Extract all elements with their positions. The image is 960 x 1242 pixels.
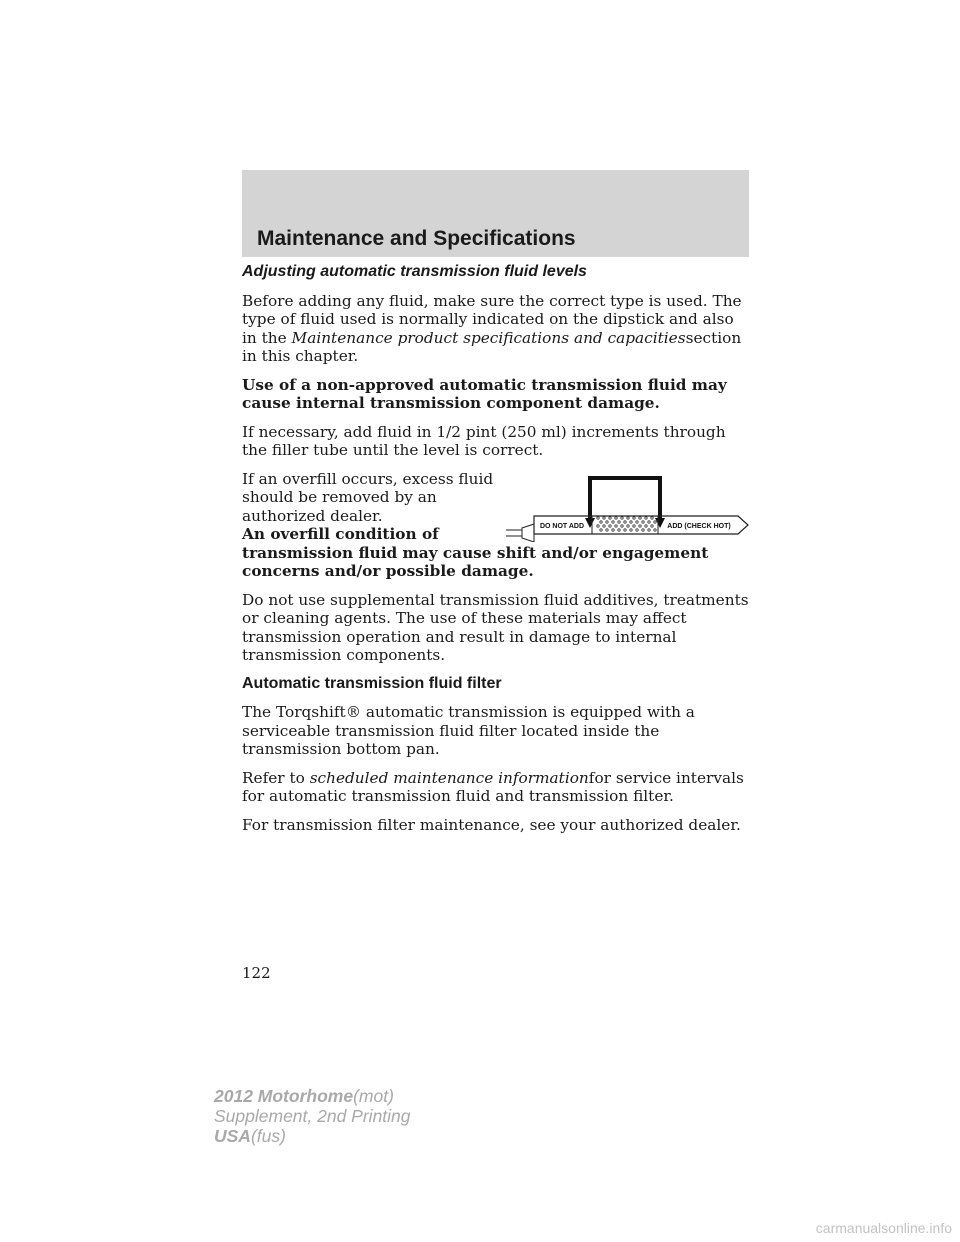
dipstick-dot bbox=[654, 528, 656, 530]
dipstick-dot bbox=[651, 516, 653, 518]
paragraph-fluid-type-text-end: section in this chapter. bbox=[242, 328, 742, 365]
dipstick-label-add: ADD (CHECK HOT) bbox=[667, 522, 731, 530]
dipstick-illustration bbox=[500, 472, 752, 542]
paragraph-no-additives: Do not use supplemental transmission fluid additives, treatments or cleaning agents. The use of these materials may affect transmission operation and result in damage to internal transmission components. bbox=[242, 590, 749, 664]
dipstick-dot bbox=[627, 524, 629, 526]
dipstick-dot bbox=[618, 528, 620, 530]
overfill-block bbox=[242, 470, 752, 544]
paragraph-torqshift: The Torqshift® automatic transmission is equipped with a serviceable transmission fluid filter located inside the transmission bottom pan. bbox=[242, 703, 695, 758]
dipstick-dot bbox=[609, 524, 611, 526]
page-number: 122 bbox=[242, 964, 271, 982]
cross-reference-specifications: Maintenance product specifications and capacities bbox=[291, 328, 686, 347]
dipstick-range-bracket bbox=[590, 478, 660, 524]
footer-market-code: (fus) bbox=[250, 1126, 286, 1146]
dipstick-dot bbox=[606, 520, 608, 522]
dipstick-dot bbox=[645, 524, 647, 526]
footer-market: USA bbox=[214, 1126, 251, 1146]
warning-overfill-line1: An overfill condition of bbox=[242, 525, 439, 543]
dipstick-dot bbox=[633, 516, 635, 518]
dipstick-dot bbox=[630, 520, 632, 522]
paragraph-fluid-type bbox=[242, 292, 752, 366]
section-header-band bbox=[242, 170, 749, 257]
dipstick-dot bbox=[630, 528, 632, 530]
dipstick-dot bbox=[642, 528, 644, 530]
dipstick-dot bbox=[633, 524, 635, 526]
page-body bbox=[242, 263, 752, 844]
dipstick-dot bbox=[648, 520, 650, 522]
dipstick-dot bbox=[609, 516, 611, 518]
dipstick-dot bbox=[615, 524, 617, 526]
dipstick-dot bbox=[600, 528, 602, 530]
dipstick-dot bbox=[642, 520, 644, 522]
page-title: Maintenance and Specifications bbox=[257, 227, 576, 250]
dipstick-dot bbox=[627, 516, 629, 518]
dipstick-dot bbox=[645, 516, 647, 518]
overfill-text bbox=[242, 470, 494, 544]
paragraph-fluid-type-text: Before adding any fluid, make sure the correct type is used. The type of fluid used is normally indicated on the dipstick and also in the bbox=[242, 291, 742, 347]
arrow-right-icon bbox=[655, 518, 665, 528]
dipstick-dot bbox=[636, 520, 638, 522]
dipstick-dot bbox=[636, 528, 638, 530]
dipstick-dot bbox=[621, 524, 623, 526]
dipstick-dot bbox=[615, 516, 617, 518]
dipstick-crosshatch bbox=[597, 516, 656, 530]
paragraph-refer-to-text: Refer to bbox=[242, 768, 310, 787]
footer-line-3 bbox=[214, 1126, 411, 1146]
paragraph-add-fluid: If necessary, add fluid in 1/2 pint (250 ml) increments through the filler tube until the level is correct. bbox=[242, 422, 726, 459]
dipstick-dot bbox=[597, 516, 599, 518]
dipstick-dot bbox=[597, 524, 599, 526]
dipstick-dot bbox=[639, 524, 641, 526]
footer-model: 2012 Motorhome bbox=[214, 1086, 354, 1106]
warning-overfill-rest: transmission fluid may cause shift and/or engagement concerns and/or possible damage. bbox=[242, 543, 709, 580]
dipstick-dot bbox=[651, 524, 653, 526]
footer-line-1 bbox=[214, 1086, 411, 1106]
footer-line-2: Supplement, 2nd Printing bbox=[214, 1106, 411, 1126]
dipstick-dot bbox=[618, 520, 620, 522]
section-heading-adjusting: Adjusting automatic transmission fluid levels bbox=[242, 263, 587, 280]
dipstick-dot bbox=[606, 528, 608, 530]
dipstick-dot bbox=[612, 528, 614, 530]
dipstick-dot bbox=[639, 516, 641, 518]
dipstick-dot bbox=[654, 520, 656, 522]
watermark: carmanualsonline.info bbox=[815, 1220, 952, 1236]
dipstick-dot bbox=[600, 520, 602, 522]
paragraph-refer-to-text-end: for service intervals for automatic transmission fluid and transmission filter. bbox=[242, 768, 744, 805]
dipstick-dot bbox=[621, 516, 623, 518]
section-heading-filter: Automatic transmission fluid filter bbox=[242, 674, 502, 692]
paragraph-refer-to bbox=[242, 769, 752, 806]
warning-non-approved-fluid: Use of a non-approved automatic transmission fluid may cause internal transmission component damage. bbox=[242, 375, 727, 412]
cross-reference-scheduled-maintenance: scheduled maintenance information bbox=[309, 768, 589, 787]
dipstick-dot bbox=[603, 516, 605, 518]
paragraph-overfill: If an overfill occurs, excess fluid should be removed by an authorized dealer. bbox=[242, 469, 494, 525]
dipstick-dot bbox=[603, 524, 605, 526]
footer-model-code: (mot) bbox=[353, 1086, 394, 1106]
dipstick-dot bbox=[612, 520, 614, 522]
dipstick-label-do-not-add: DO NOT ADD bbox=[539, 522, 585, 530]
arrow-left-icon bbox=[585, 518, 595, 528]
dipstick-dot bbox=[648, 528, 650, 530]
paragraph-filter-maintenance: For transmission filter maintenance, see your authorized dealer. bbox=[242, 815, 741, 834]
document-footer bbox=[214, 1086, 411, 1146]
dipstick-dot bbox=[624, 520, 626, 522]
dipstick-dot bbox=[624, 528, 626, 530]
